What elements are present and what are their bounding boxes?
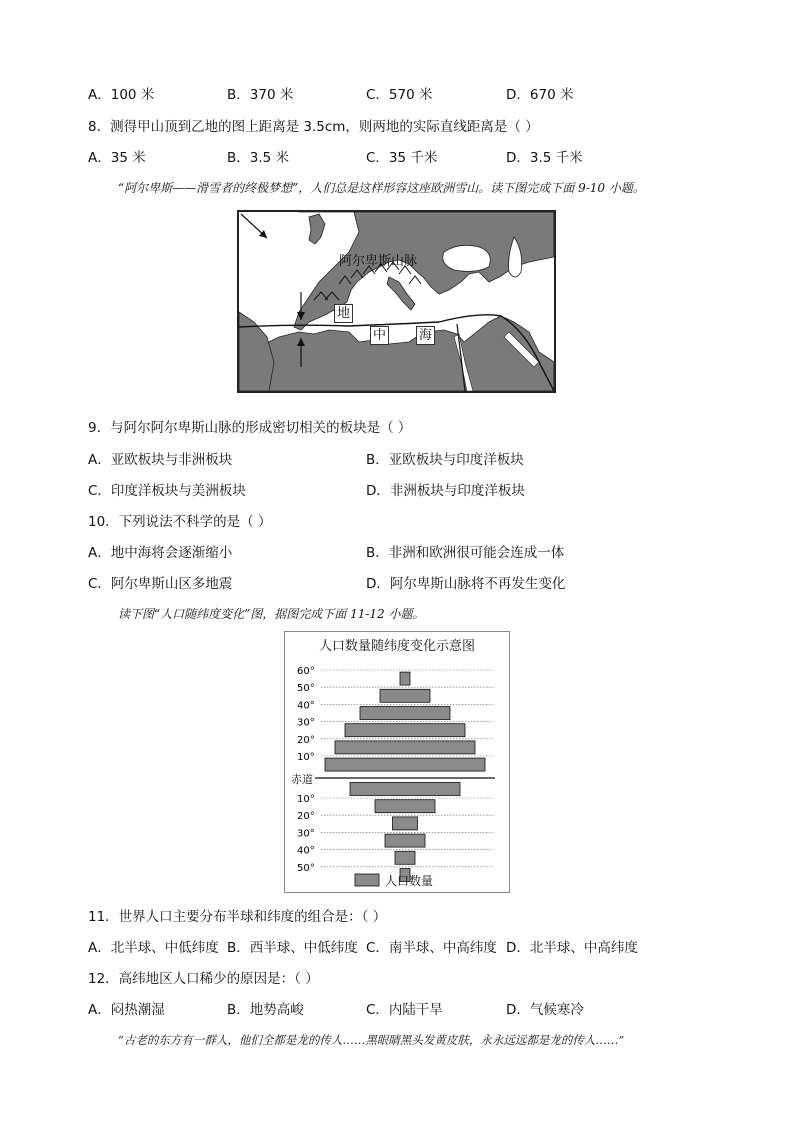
population-bar-2 <box>360 707 450 720</box>
q9-option-b: B．亚欧板块与印度洋板块 <box>366 452 524 468</box>
tick-label-south: 30° <box>297 828 315 840</box>
british-isles <box>309 214 325 244</box>
q8-option-d: D．3.5 千米 <box>506 150 583 166</box>
q11-option-d: D．北半球、中高纬度 <box>506 940 638 956</box>
q10-option-c: C．阿尔卑斯山区多地震 <box>88 576 233 592</box>
tick-label-north: 10° <box>297 752 315 763</box>
q12-option-a: A．闷热潮湿 <box>88 1002 165 1018</box>
q10-option-d: D．阿尔卑斯山脉将不再发生变化 <box>366 576 566 592</box>
population-bar-9 <box>385 834 425 847</box>
population-chart-svg <box>285 632 509 892</box>
tick-label-south: 20° <box>297 811 315 823</box>
tick-label-north: 60° <box>297 666 315 677</box>
equator-label: 赤道 <box>291 773 313 786</box>
alps-map <box>237 210 556 393</box>
population-bar-5 <box>325 758 485 771</box>
tick-label-north: 30° <box>297 717 315 729</box>
population-chart <box>284 631 510 893</box>
q12-option-d: D．气候寒冷 <box>506 1002 584 1018</box>
q11-option-a: A．北半球、中低纬度 <box>88 940 219 956</box>
africa-west-coast <box>239 312 274 391</box>
population-bar-4 <box>335 741 475 754</box>
q8-option-a: A．35 米 <box>88 150 146 166</box>
map-label-alps: 阿尔卑斯山脉 <box>339 254 418 269</box>
map-label-zhong: 中 <box>370 326 389 345</box>
q9-option-a: A．亚欧板块与非洲板块 <box>88 452 233 468</box>
map-label-hai: 海 <box>416 326 435 345</box>
population-bar-3 <box>345 724 465 737</box>
q11-option-b: B．西半球、中低纬度 <box>227 940 358 956</box>
tick-label-south: 10° <box>297 794 315 805</box>
q8-option-c: C．35 千米 <box>366 150 438 166</box>
q9-stem: 9．与阿尔阿尔卑斯山脉的形成密切相关的板块是（ ） <box>88 420 412 436</box>
legend-swatch <box>355 874 379 886</box>
q10-option-b: B．非洲和欧洲很可能会连成一体 <box>366 545 565 561</box>
population-bar-8 <box>393 817 418 830</box>
q12-stem: 12．高纬地区人口稀少的原因是：（ ） <box>88 971 319 987</box>
population-bar-1 <box>380 689 430 702</box>
map-drawing <box>239 212 554 391</box>
map-label-di: 地 <box>334 304 353 323</box>
q7-option-c: C．570 米 <box>366 87 433 103</box>
q7-option-a: A．100 米 <box>88 87 155 103</box>
q11-option-c: C．南半球、中高纬度 <box>366 940 497 956</box>
tick-label-north: 50° <box>297 683 315 695</box>
q9-option-d: D．非洲板块与印度洋板块 <box>366 483 525 499</box>
q8-stem: 8．测得甲山顶到乙地的图上距离是 3.5cm，则两地的实际直线距离是（ ） <box>88 119 539 135</box>
q9-option-c: C．印度洋板块与美洲板块 <box>88 483 246 499</box>
tick-label-north: 20° <box>297 734 315 746</box>
q7-option-b: B．370 米 <box>227 87 294 103</box>
q10-stem: 10．下列说法不科学的是（ ） <box>88 514 272 530</box>
q7-option-d: D．670 米 <box>506 87 574 103</box>
tick-label-south: 40° <box>297 845 315 857</box>
q10-option-a: A．地中海将会逐渐缩小 <box>88 545 233 561</box>
africa-land <box>239 316 554 391</box>
intro-9-10: “阿尔卑斯——滑雪者的终极梦想”，人们总是这样形容这座欧洲雪山。读下图完成下面 9-10 小题。 <box>118 181 645 195</box>
population-bar-0 <box>400 672 410 685</box>
black-sea <box>443 245 491 271</box>
q12-option-c: C．内陆干旱 <box>366 1002 443 1018</box>
song-quote: “古老的东方有一群人，他们全都是龙的传人……黑眼睛黑头发黄皮肤，永永远远都是龙的传人……” <box>118 1033 625 1047</box>
population-bar-7 <box>375 800 435 813</box>
q11-stem: 11．世界人口主要分布半球和纬度的组合是：（ ） <box>88 909 387 925</box>
tick-label-south: 50° <box>297 862 315 874</box>
intro-11-12: 读下图“人口随纬度变化”图，据图完成下面 11-12 小题。 <box>118 607 425 621</box>
population-bar-10 <box>395 851 415 864</box>
legend-label: 人口数量 <box>385 874 434 888</box>
chart-title: 人口数量随纬度变化示意图 <box>318 639 476 654</box>
tick-label-north: 40° <box>297 700 315 712</box>
q12-option-b: B．地势高峻 <box>227 1002 304 1018</box>
q8-option-b: B．3.5 米 <box>227 150 290 166</box>
population-bar-6 <box>350 783 460 796</box>
